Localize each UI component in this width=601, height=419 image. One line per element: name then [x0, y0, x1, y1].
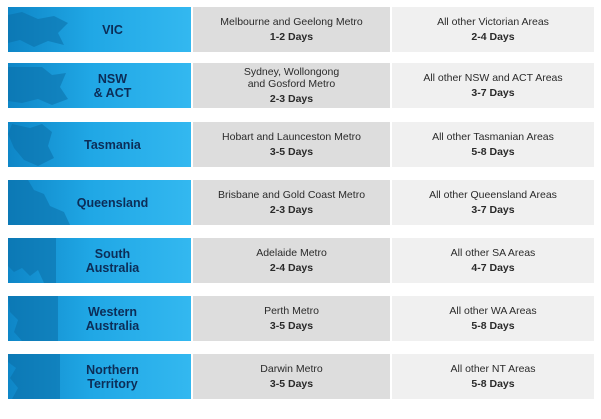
state-map-icon	[8, 63, 72, 108]
state-cell-vic	[8, 7, 191, 52]
metro-cell	[193, 63, 390, 108]
other-area: All other NT Areas	[450, 362, 536, 375]
state-name: Western Australia	[85, 304, 140, 333]
other-days: 5-8 Days	[471, 145, 515, 158]
other-days: 2-4 Days	[471, 30, 515, 43]
metro-cell	[193, 296, 390, 341]
metro-days: 1-2 Days	[269, 30, 314, 43]
table-row	[8, 7, 594, 52]
metro-cell	[193, 354, 390, 399]
other-area: All other Queensland Areas	[429, 188, 557, 201]
other-days: 5-8 Days	[471, 319, 515, 332]
metro-area: Hobart and Launceston Metro	[222, 130, 361, 143]
other-days: 3-7 Days	[471, 203, 515, 216]
other-cell	[392, 180, 594, 225]
state-name: Tasmania	[84, 137, 141, 152]
other-area: All other Victorian Areas	[437, 15, 549, 28]
metro-cell	[193, 7, 390, 52]
metro-days: 2-3 Days	[269, 203, 314, 216]
other-cell	[392, 122, 594, 167]
state-cell-nsw-act	[8, 63, 191, 108]
metro-days: 2-4 Days	[269, 261, 314, 274]
other-area: All other Tasmanian Areas	[432, 130, 554, 143]
state-map-icon	[8, 238, 72, 283]
state-map-icon	[8, 122, 72, 167]
metro-days: 3-5 Days	[269, 377, 314, 390]
state-name: Northern Territory	[86, 362, 139, 391]
state-cell-northern-territory	[8, 354, 191, 399]
state-map-icon	[8, 7, 72, 52]
state-cell-tasmania	[8, 122, 191, 167]
metro-area: Melbourne and Geelong Metro	[220, 15, 363, 28]
other-cell	[392, 63, 594, 108]
state-cell-western-australia	[8, 296, 191, 341]
state-name: Queensland	[76, 195, 149, 210]
table-row	[8, 238, 594, 283]
metro-area: Brisbane and Gold Coast Metro	[217, 188, 366, 201]
table-row	[8, 63, 594, 108]
other-days: 4-7 Days	[471, 261, 515, 274]
state-map-icon	[8, 354, 72, 399]
state-map-icon	[8, 296, 72, 341]
other-area: All other NSW and ACT Areas	[423, 71, 563, 84]
metro-area: Sydney, Wollongong and Gosford Metro	[243, 65, 340, 90]
metro-cell	[193, 180, 390, 225]
table-row	[8, 354, 594, 399]
state-map-icon	[8, 180, 72, 225]
state-cell-queensland	[8, 180, 191, 225]
table-row	[8, 180, 594, 225]
other-cell	[392, 296, 594, 341]
metro-area: Darwin Metro	[260, 362, 323, 375]
state-name: VIC	[102, 22, 123, 37]
other-cell	[392, 354, 594, 399]
metro-cell	[193, 238, 390, 283]
metro-days: 3-5 Days	[269, 145, 314, 158]
other-cell	[392, 238, 594, 283]
metro-cell	[193, 122, 390, 167]
other-days: 5-8 Days	[471, 377, 515, 390]
state-cell-south-australia	[8, 238, 191, 283]
table-row	[8, 296, 594, 341]
other-cell	[392, 7, 594, 52]
state-name: NSW & ACT	[93, 71, 132, 100]
other-area: All other SA Areas	[450, 246, 536, 259]
table-row	[8, 122, 594, 167]
metro-area: Perth Metro	[264, 304, 319, 317]
metro-days: 3-5 Days	[269, 319, 314, 332]
other-days: 3-7 Days	[471, 86, 515, 99]
state-name: South Australia	[85, 246, 140, 275]
metro-days: 2-3 Days	[269, 92, 314, 105]
metro-area: Adelaide Metro	[256, 246, 327, 259]
other-area: All other WA Areas	[449, 304, 537, 317]
